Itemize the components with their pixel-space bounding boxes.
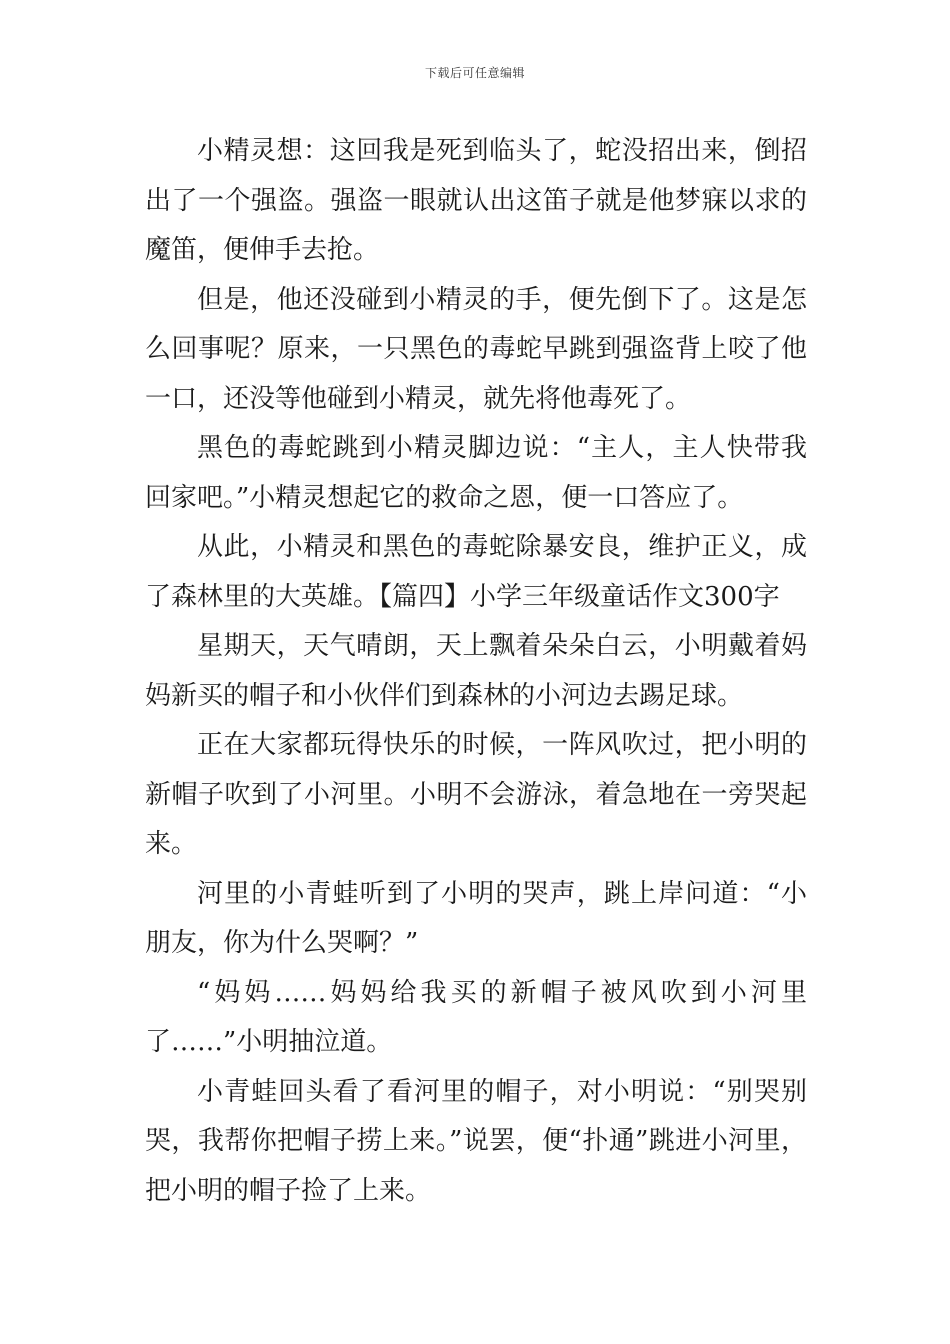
paragraph: 星期天，天气晴朗，天上飘着朵朵白云，小明戴着妈妈新买的帽子和小伙伴们到森林的小河边去踢足球。 bbox=[145, 631, 807, 711]
paragraph: “妈妈……妈妈给我买的新帽子被风吹到小河里了……”小明抽泣道。 bbox=[145, 977, 807, 1057]
paragraph: 河里的小青蛙听到了小明的哭声，跳上岸问道：“小朋友，你为什么哭啊？” bbox=[145, 878, 807, 958]
paragraph: 正在大家都玩得快乐的时候，一阵风吹过，把小明的新帽子吹到了小河里。小明不会游泳，着急地在一旁哭起来。 bbox=[145, 730, 807, 859]
paragraph: 小青蛙回头看了看河里的帽子，对小明说：“别哭别哭，我帮你把帽子捞上来。”说罢，便“扑通”跳进小河里，把小明的帽子捡了上来。 bbox=[145, 1076, 807, 1206]
paragraph: 小精灵想：这回我是死到临头了，蛇没招出来，倒招出了一个强盗。强盗一眼就认出这笛子就是他梦寐以求的魔笛，便伸手去抢。 bbox=[145, 136, 807, 265]
paragraph: 黑色的毒蛇跳到小精灵脚边说：“主人，主人快带我回家吧。”小精灵想起它的救命之恩，便一口答应了。 bbox=[145, 433, 807, 513]
paragraph: 从此，小精灵和黑色的毒蛇除暴安良，维护正义，成了森林里的大英雄。【篇四】小学三年级童话作文300字 bbox=[145, 532, 807, 612]
document-body bbox=[145, 127, 807, 1216]
page-header: 下载后可任意编辑 bbox=[424, 66, 525, 80]
paragraph: 但是，他还没碰到小精灵的手，便先倒下了。这是怎么回事呢？原来，一只黑色的毒蛇早跳到强盗背上咬了他一口，还没等他碰到小精灵，就先将他毒死了。 bbox=[145, 284, 807, 414]
